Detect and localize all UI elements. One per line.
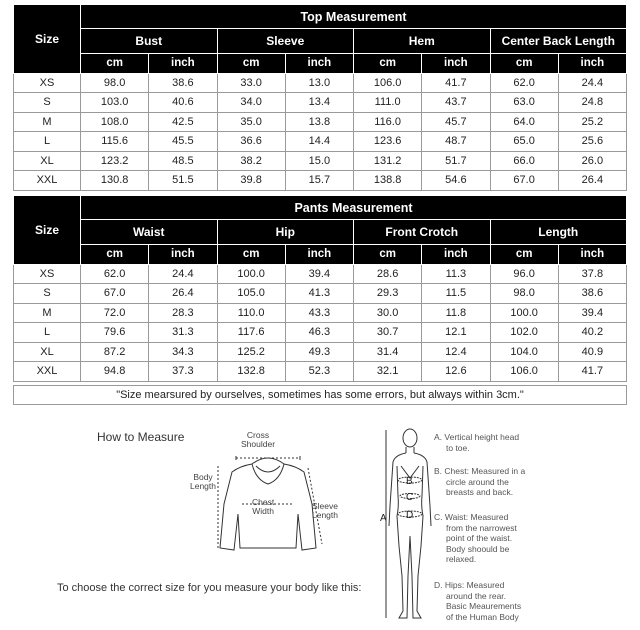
body-letter-b: B	[406, 476, 413, 487]
value-cell: 94.8	[81, 362, 149, 382]
value-cell: 30.7	[354, 323, 422, 343]
value-cell: 63.0	[490, 93, 558, 113]
table-row	[14, 112, 627, 132]
value-cell: 62.0	[490, 73, 558, 93]
value-cell: 116.0	[354, 112, 422, 132]
value-cell: 130.8	[81, 171, 149, 191]
value-cell: 105.0	[217, 284, 285, 304]
value-cell: 79.6	[81, 323, 149, 343]
body-letter-c: C	[406, 492, 414, 503]
value-cell: 67.0	[490, 171, 558, 191]
jacket-measure-illustration	[200, 444, 350, 564]
value-cell: 98.0	[81, 73, 149, 93]
size-cell: XS	[14, 73, 81, 93]
value-cell: 38.6	[558, 284, 626, 304]
table-row	[14, 323, 627, 343]
unit-inch-header: inch	[149, 54, 217, 74]
bust-header: Bust	[81, 29, 218, 54]
table-row	[14, 362, 627, 382]
size-cell: XXL	[14, 171, 81, 191]
unit-cm-header: cm	[217, 54, 285, 74]
value-cell: 25.6	[558, 132, 626, 152]
note-c-waist: C. Waist: Measured from the narrowest point of the waist. Body shoould be relaxed.	[434, 512, 517, 564]
value-cell: 12.6	[422, 362, 490, 382]
value-cell: 39.4	[285, 264, 353, 284]
value-cell: 40.2	[558, 323, 626, 343]
value-cell: 42.5	[149, 112, 217, 132]
value-cell: 106.0	[354, 73, 422, 93]
note-b-chest: B. Chest: Measured in a circle around the breasts and back.	[434, 466, 526, 497]
value-cell: 96.0	[490, 264, 558, 284]
size-cell: S	[14, 284, 81, 304]
table-row	[14, 93, 627, 113]
value-cell: 39.4	[558, 303, 626, 323]
size-cell: XS	[14, 264, 81, 284]
value-cell: 43.3	[285, 303, 353, 323]
size-cell: XXL	[14, 362, 81, 382]
value-cell: 123.6	[354, 132, 422, 152]
value-cell: 87.2	[81, 342, 149, 362]
table-row	[14, 303, 627, 323]
value-cell: 117.6	[217, 323, 285, 343]
pants-measurement-table	[13, 195, 627, 382]
value-cell: 35.0	[217, 112, 285, 132]
body-letter-a: A	[380, 513, 387, 524]
front-crotch-header: Front Crotch	[354, 220, 491, 245]
value-cell: 28.3	[149, 303, 217, 323]
value-cell: 11.5	[422, 284, 490, 304]
value-cell: 65.0	[490, 132, 558, 152]
body-figure-illustration	[385, 426, 435, 624]
table-row	[14, 151, 627, 171]
unit-inch-header: inch	[285, 54, 353, 74]
size-cell: L	[14, 323, 81, 343]
unit-cm-header: cm	[81, 245, 149, 265]
size-cell: XL	[14, 342, 81, 362]
how-to-measure-title: How to Measure	[97, 430, 185, 444]
choose-size-instruction: To choose the correct size for you measure your body like this:	[57, 582, 362, 594]
hip-header: Hip	[217, 220, 354, 245]
value-cell: 64.0	[490, 112, 558, 132]
hem-header: Hem	[354, 29, 491, 54]
value-cell: 13.8	[285, 112, 353, 132]
value-cell: 108.0	[81, 112, 149, 132]
value-cell: 24.4	[149, 264, 217, 284]
value-cell: 45.7	[422, 112, 490, 132]
value-cell: 13.0	[285, 73, 353, 93]
value-cell: 26.4	[149, 284, 217, 304]
value-cell: 100.0	[217, 264, 285, 284]
value-cell: 123.2	[81, 151, 149, 171]
unit-cm-header: cm	[217, 245, 285, 265]
unit-cm-header: cm	[354, 245, 422, 265]
value-cell: 46.3	[285, 323, 353, 343]
value-cell: 32.1	[354, 362, 422, 382]
value-cell: 26.4	[558, 171, 626, 191]
size-header: Size	[14, 196, 81, 265]
value-cell: 41.7	[558, 362, 626, 382]
value-cell: 132.8	[217, 362, 285, 382]
value-cell: 98.0	[490, 284, 558, 304]
value-cell: 52.3	[285, 362, 353, 382]
value-cell: 125.2	[217, 342, 285, 362]
value-cell: 43.7	[422, 93, 490, 113]
value-cell: 138.8	[354, 171, 422, 191]
value-cell: 40.9	[558, 342, 626, 362]
value-cell: 111.0	[354, 93, 422, 113]
measurement-note: "Size mearsured by ourselves, sometimes has some errors, but always within 3cm."	[13, 385, 627, 405]
value-cell: 30.0	[354, 303, 422, 323]
value-cell: 106.0	[490, 362, 558, 382]
unit-inch-header: inch	[558, 54, 626, 74]
value-cell: 13.4	[285, 93, 353, 113]
top-measurement-title: Top Measurement	[81, 5, 627, 29]
value-cell: 37.8	[558, 264, 626, 284]
length-header: Length	[490, 220, 627, 245]
value-cell: 48.5	[149, 151, 217, 171]
value-cell: 40.6	[149, 93, 217, 113]
unit-inch-header: inch	[422, 54, 490, 74]
value-cell: 54.6	[422, 171, 490, 191]
unit-inch-header: inch	[558, 245, 626, 265]
unit-inch-header: inch	[285, 245, 353, 265]
value-cell: 131.2	[354, 151, 422, 171]
value-cell: 11.8	[422, 303, 490, 323]
unit-cm-header: cm	[490, 54, 558, 74]
value-cell: 102.0	[490, 323, 558, 343]
table-row	[14, 264, 627, 284]
value-cell: 24.8	[558, 93, 626, 113]
chest-width-label: Chest Width	[252, 497, 275, 516]
size-cell: M	[14, 303, 81, 323]
value-cell: 25.2	[558, 112, 626, 132]
value-cell: 49.3	[285, 342, 353, 362]
value-cell: 39.8	[217, 171, 285, 191]
value-cell: 11.3	[422, 264, 490, 284]
value-cell: 51.5	[149, 171, 217, 191]
value-cell: 31.3	[149, 323, 217, 343]
value-cell: 41.3	[285, 284, 353, 304]
sleeve-header: Sleeve	[217, 29, 354, 54]
value-cell: 14.4	[285, 132, 353, 152]
value-cell: 33.0	[217, 73, 285, 93]
value-cell: 26.0	[558, 151, 626, 171]
value-cell: 34.3	[149, 342, 217, 362]
value-cell: 38.2	[217, 151, 285, 171]
value-cell: 36.6	[217, 132, 285, 152]
value-cell: 103.0	[81, 93, 149, 113]
value-cell: 104.0	[490, 342, 558, 362]
value-cell: 12.1	[422, 323, 490, 343]
value-cell: 48.7	[422, 132, 490, 152]
value-cell: 41.7	[422, 73, 490, 93]
cross-shoulder-label: Cross Shoulder	[241, 430, 276, 449]
center-back-length-header: Center Back Length	[490, 29, 627, 54]
table-row	[14, 342, 627, 362]
value-cell: 45.5	[149, 132, 217, 152]
value-cell: 72.0	[81, 303, 149, 323]
top-measurement-table	[13, 4, 627, 191]
table-row	[14, 73, 627, 93]
value-cell: 34.0	[217, 93, 285, 113]
value-cell: 51.7	[422, 151, 490, 171]
unit-inch-header: inch	[149, 245, 217, 265]
size-cell: M	[14, 112, 81, 132]
value-cell: 67.0	[81, 284, 149, 304]
note-a-height: A. Vertical height head to toe.	[434, 432, 520, 453]
value-cell: 66.0	[490, 151, 558, 171]
unit-cm-header: cm	[354, 54, 422, 74]
value-cell: 115.6	[81, 132, 149, 152]
value-cell: 29.3	[354, 284, 422, 304]
table-row	[14, 171, 627, 191]
size-cell: S	[14, 93, 81, 113]
value-cell: 62.0	[81, 264, 149, 284]
size-header: Size	[14, 5, 81, 74]
table-row	[14, 284, 627, 304]
value-cell: 100.0	[490, 303, 558, 323]
note-d-hips: D. Hips: Measured around the rear. Basic Meaurements of the Human Body	[434, 580, 522, 622]
value-cell: 31.4	[354, 342, 422, 362]
value-cell: 15.7	[285, 171, 353, 191]
size-cell: XL	[14, 151, 81, 171]
waist-header: Waist	[81, 220, 218, 245]
body-letter-d: D	[406, 510, 414, 521]
unit-cm-header: cm	[81, 54, 149, 74]
value-cell: 28.6	[354, 264, 422, 284]
value-cell: 38.6	[149, 73, 217, 93]
value-cell: 110.0	[217, 303, 285, 323]
table-row	[14, 132, 627, 152]
value-cell: 15.0	[285, 151, 353, 171]
size-cell: L	[14, 132, 81, 152]
value-cell: 12.4	[422, 342, 490, 362]
pants-measurement-title: Pants Measurement	[81, 196, 627, 220]
value-cell: 24.4	[558, 73, 626, 93]
value-cell: 37.3	[149, 362, 217, 382]
unit-cm-header: cm	[490, 245, 558, 265]
body-length-label: Body Length	[190, 472, 216, 491]
sleeve-length-label: Sleeve Length	[312, 501, 338, 520]
unit-inch-header: inch	[422, 245, 490, 265]
